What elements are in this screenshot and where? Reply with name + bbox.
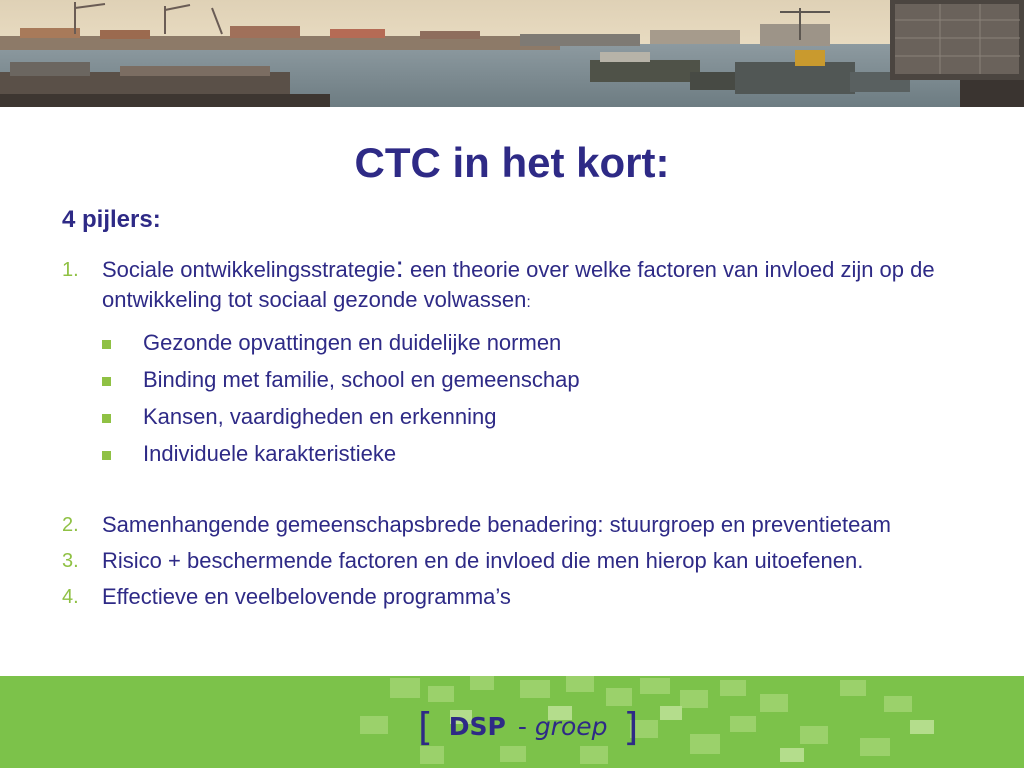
green-square-bullet-icon xyxy=(102,451,111,460)
bullet-text: Kansen, vaardigheden en erkenning xyxy=(143,404,497,429)
green-square-bullet-icon xyxy=(102,340,111,349)
list-text: Effectieve en veelbelovende programma’s xyxy=(102,584,511,609)
harbour-photo-banner xyxy=(0,0,1024,107)
list-item xyxy=(62,251,1022,318)
list-item xyxy=(62,510,1022,540)
list-text-before-colon: Sociale ontwikkelingsstrategie xyxy=(102,257,396,282)
list-number: 4. xyxy=(62,586,79,608)
list-colon: : xyxy=(395,251,404,284)
logo-dsp: DSP xyxy=(448,712,506,741)
list-text: Samenhangende gemeenschapsbrede benadering: stuurgroep en preventieteam xyxy=(102,512,891,537)
list-text: Risico + beschermende factoren en de invloed die men hierop kan uitoefenen. xyxy=(102,548,864,573)
logo-dash: - xyxy=(517,712,527,741)
dsp-groep-logo xyxy=(418,705,638,749)
slide-title: CTC in het kort: xyxy=(354,139,670,186)
pillar-list xyxy=(62,251,1022,612)
sub-bullet-list xyxy=(62,324,1022,472)
spacer xyxy=(62,472,1022,510)
list-item xyxy=(62,582,1022,612)
list-text-after-colon: een theorie over welke factoren van invloed zijn op de ontwikkeling tot sociaal gezonde volwassen xyxy=(102,257,935,312)
green-square-bullet-icon xyxy=(102,414,111,423)
slide-subtitle: 4 pijlers: xyxy=(62,206,161,233)
logo-bracket-open: [ xyxy=(418,705,433,749)
bullet-text: Binding met familie, school en gemeenschap xyxy=(143,367,580,392)
list-item xyxy=(102,398,1022,435)
bullet-text: Gezonde opvattingen en duidelijke normen xyxy=(143,330,562,355)
bullet-text: Individuele karakteristieke xyxy=(143,441,397,466)
list-item xyxy=(102,361,1022,398)
logo-bracket-close: ] xyxy=(623,705,639,749)
list-number: 2. xyxy=(62,514,79,536)
green-square-bullet-icon xyxy=(102,377,111,386)
logo-groep: groep xyxy=(534,712,608,741)
list-item xyxy=(62,546,1022,576)
list-end-colon: : xyxy=(526,294,531,311)
harbour-photo xyxy=(0,0,1024,107)
list-number: 3. xyxy=(62,550,79,572)
list-item xyxy=(102,435,1022,472)
list-number: 1. xyxy=(62,259,79,281)
list-item xyxy=(102,324,1022,361)
